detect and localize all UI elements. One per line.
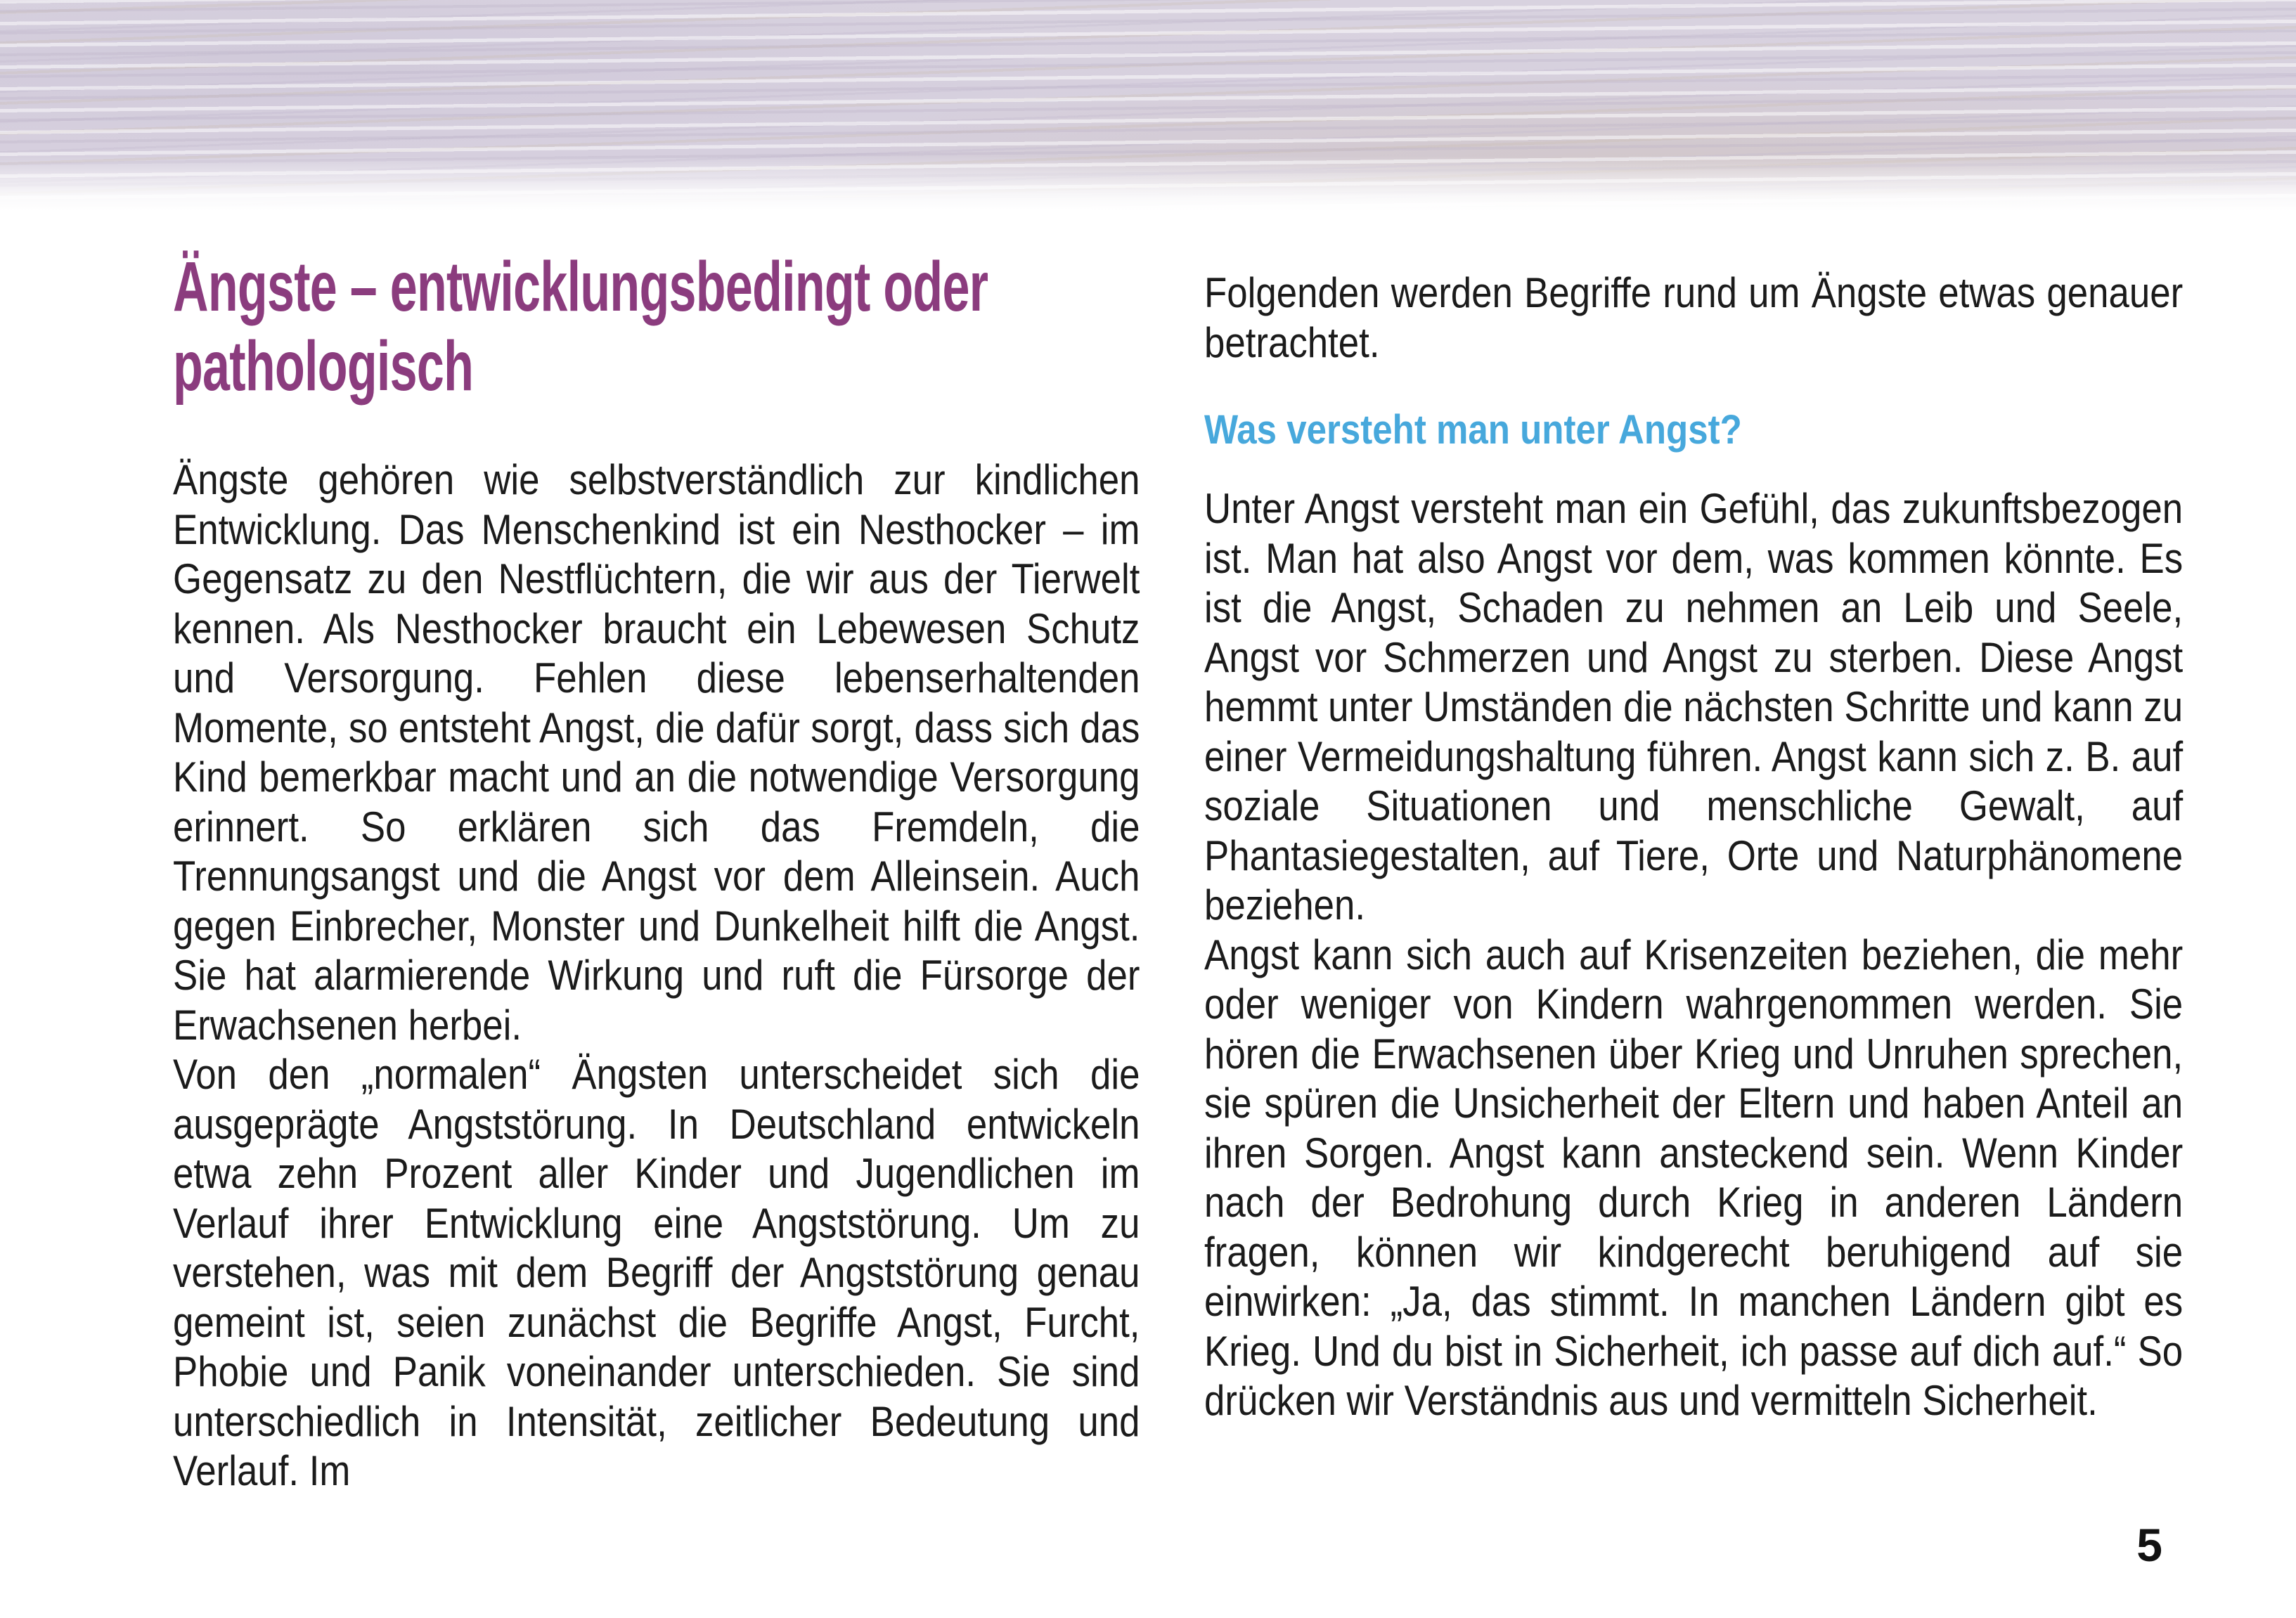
header-texture-band [0,0,2296,211]
paragraph: Folgenden werden Begriffe rund um Ängste etwas genauer betrachtet. [1204,269,2184,366]
left-column [173,455,1140,1496]
right-column [1204,268,2183,1426]
paragraph: Unter Angst versteht man ein Gefühl, das zukunftsbezogen ist. Man hat also Angst vor dem, was kommen könnte. Es ist die Angst, Schaden zu nehmen an Leib und Seele, Angst vor Schmerzen und Angst zu sterben. Diese Angst hemmt unter Umständen die nächsten Schritte und kann zu einer Vermeidungshaltung führen. Angst kann sich z. B. auf soziale Situationen und menschliche Gewalt, auf Phantasiegestalten, auf Tiere, Orte und Naturphänomene beziehen. [1204,485,2184,928]
paragraph: Angst kann sich auch auf Krisenzeiten beziehen, die mehr oder weniger von Kindern wahrgenommen werden. Sie hören die Erwachsenen über Krieg und Unruhen sprechen, sie spüren die Unsicherheit der Eltern und haben Anteil an ihren Sorgen. Angst kann ansteckend sein. Wenn Kinder nach der Bedrohung durch Krieg in anderen Ländern fragen, können wir kindgerecht beruhigend auf sie einwirken: „Ja, das stimmt. In manchen Ländern gibt es Krieg. Und du bist in Sicherheit, ich passe auf dich auf.“ So drücken wir Verständnis aus und vermitteln Sicherheit. [1204,931,2184,1424]
section-subheading: Was versteht man unter Angst? [1204,407,1742,453]
page-title: Ängste – entwicklungsbedingt oder pathologisch [173,247,988,406]
page-number: 5 [2136,1519,2162,1571]
paragraph: Von den „normalen“ Ängsten unterscheidet sich die ausgeprägte Angststörung. In Deutschland entwickeln etwa zehn Prozent aller Kinder und Jugendlichen im Verlauf ihrer Entwicklung eine Angststörung. Um zu verstehen, was mit dem Begriff der Angststörung genau gemeint ist, seien zunächst die Begriffe Angst, Furcht, Phobie und Panik voneinander unterschieden. Sie sind unterschiedlich in Intensität, zeitlicher Bedeutung und Verlauf. Im [173,1051,1140,1494]
paragraph: Ängste gehören wie selbstverständlich zur kindlichen Entwicklung. Das Menschenkind ist ein Nesthocker – im Gegensatz zu den Nestflüchtern, die wir aus der Tierwelt kennen. Als Nesthocker braucht ein Lebewesen Schutz und Versorgung. Fehlen diese lebenserhaltenden Momente, so entsteht Angst, die dafür sorgt, dass sich das Kind bemerkbar macht und an die notwendige Versorgung erinnert. So erklären sich das Fremdeln, die Trennungsangst und die Angst vor dem Alleinsein. Auch gegen Einbrecher, Monster und Dunkelheit hilft die Angst. Sie hat alarmierende Wirkung und ruft die Fürsorge der Erwachsenen herbei. [173,456,1140,1049]
